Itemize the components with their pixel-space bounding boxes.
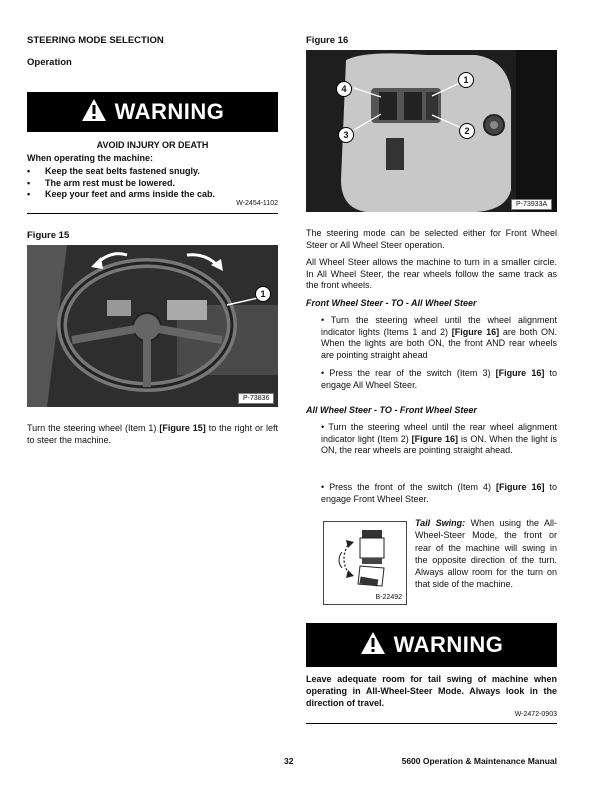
warning-text-2: Leave adequate room for tail swing of machine when operating in All-Wheel-Steer Mode. Always look in the direction of travel. [306, 674, 557, 708]
warning-triangle-icon [360, 631, 386, 660]
figure-15-callout-1: 1 [255, 286, 271, 302]
fws-step-1: • Turn the steering wheel until the wheel alignment indicator lights (Items 1 and 2) [Figure 16] are both ON. When the lights are both ON, the front AND rear wheels are pointing straight ahead [321, 315, 557, 360]
warning-list [27, 166, 278, 201]
warning-item: • The arm rest must be lowered. [27, 178, 278, 190]
figure-15-label: Figure 15 [27, 230, 70, 241]
figure-16-callout-4: 4 [336, 81, 352, 97]
divider [27, 213, 278, 214]
intro-paragraph-1: The steering mode can be selected either for Front Wheel Steer or All Wheel Steer operation. [306, 228, 557, 250]
warning-code: W-2454-1102 [236, 200, 278, 207]
figure-15-photo-number: P-73836 [238, 393, 274, 404]
warning-item: • Keep your feet and arms inside the cab. [27, 189, 278, 201]
intro-paragraph-2: All Wheel Steer allows the machine to turn in a smaller circle. In All Wheel Steer, the rear wheels follow the same track as the front wheels. [306, 257, 557, 290]
tail-swing-figure [323, 521, 407, 605]
warning-banner-2 [306, 623, 557, 667]
figure-16-label: Figure 16 [306, 35, 349, 46]
figure-15-instruction: Turn the steering wheel (Item 1) [Figure 15] to the right or left to steer the machine. [27, 423, 278, 445]
figure-16-callout-2: 2 [459, 123, 475, 139]
tail-swing-figure-code: B-22492 [375, 594, 402, 601]
warning-intro: When operating the machine: [27, 153, 154, 163]
divider-2 [306, 723, 557, 724]
page-number: 32 [284, 756, 294, 766]
fws-step-2: • Press the rear of the switch (Item 3) [Figure 16] to engage All Wheel Steer. [321, 368, 557, 390]
heading-aws-to-fws: All Wheel Steer - TO - Front Wheel Steer [306, 405, 477, 415]
warning-word: WARNING [114, 99, 225, 124]
warning-item: • Keep the seat belts fastened snugly. [27, 166, 278, 178]
subsection-title: Operation [27, 57, 72, 68]
figure-16-photo [306, 50, 557, 212]
aws-step-1: • Turn the steering wheel until the rear wheel alignment indicator light (Item 2) [Figure 16] is ON. When the light is ON, the rear wheels are pointing straight ahead. [321, 422, 557, 455]
warning-subtitle: AVOID INJURY OR DEATH [96, 140, 209, 150]
figure-16-callout-1: 1 [458, 72, 474, 88]
figure-15-photo [27, 245, 278, 407]
aws-step-2: • Press the front of the switch (Item 4) [Figure 16] to engage Front Wheel Steer. [321, 482, 557, 504]
manual-title: 5600 Operation & Maintenance Manual [401, 756, 557, 766]
warning-banner [27, 92, 278, 132]
section-title: STEERING MODE SELECTION [27, 35, 164, 46]
warning-word-2: WARNING [393, 632, 504, 657]
warning-triangle-icon [81, 98, 107, 127]
figure-16-callout-3: 3 [338, 127, 354, 143]
heading-fws-to-aws: Front Wheel Steer - TO - All Wheel Steer [306, 298, 477, 308]
tail-swing-text: Tail Swing: When using the All-Wheel-Steer Mode, the front or rear of the machine will swing in the opposite direction of the turn. Always allow room for the turn on that side of the machine. [415, 518, 557, 590]
warning-code-2: W-2472-0903 [514, 711, 557, 718]
figure-16-photo-number: P-73933A [511, 199, 552, 210]
